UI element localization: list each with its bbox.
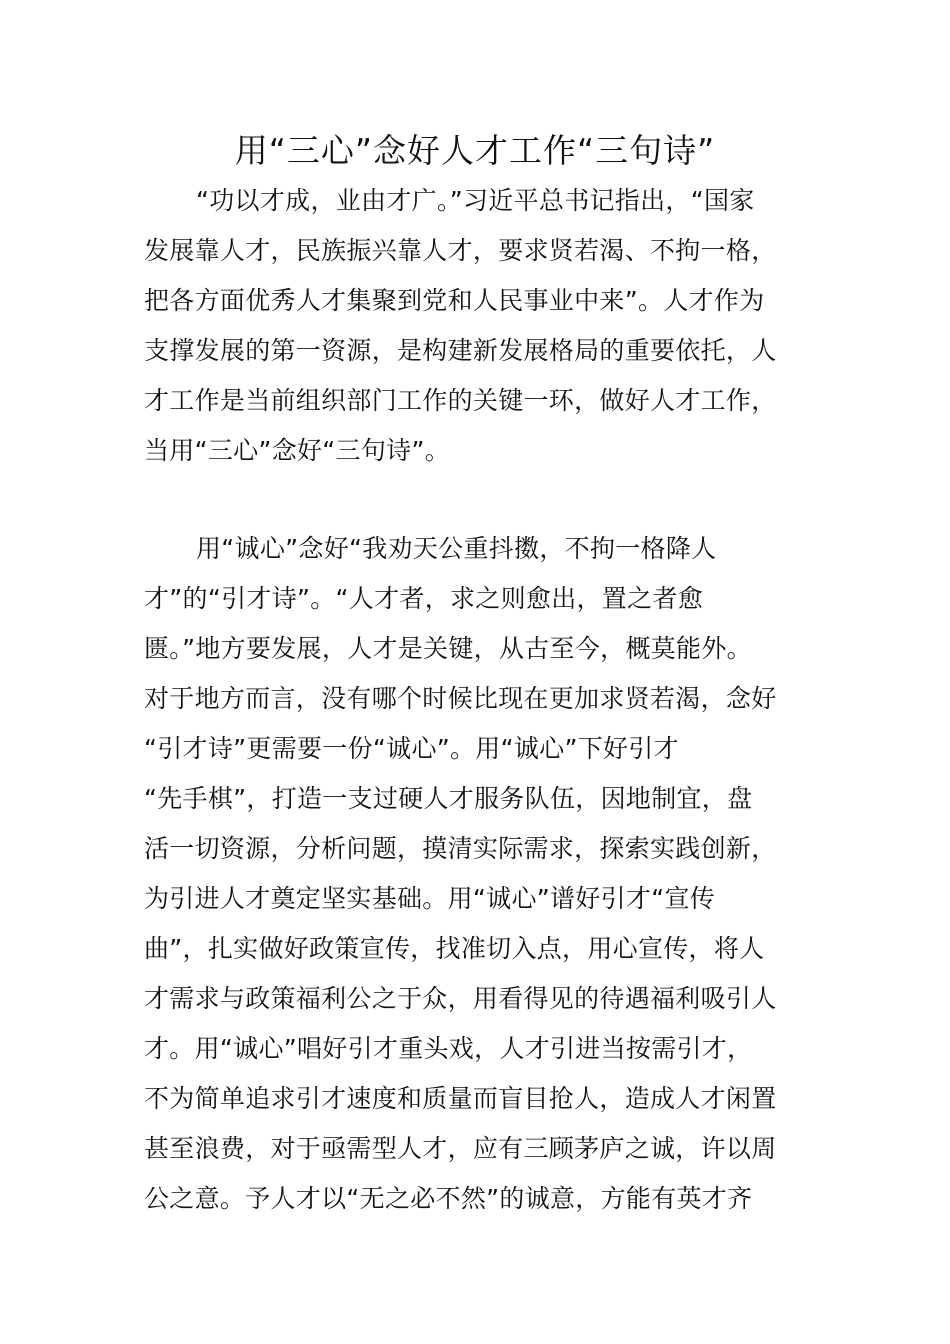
paragraph-line: 匮。”地方要发展，人才是关键，从古至今，概莫能外。 [144,634,752,663]
paragraph-line: 曲”，扎实做好政策宣传，找准切入点，用心宣传，将人 [144,934,765,963]
paragraph-sincerity [144,524,809,1224]
paragraph-line: 才”的“引才诗”。“人才者，求之则愈出，置之者愈 [144,584,704,613]
paragraph-line: 甚至浪费，对于亟需型人才，应有三顾茅庐之诚，许以周 [144,1134,777,1163]
paragraph-line: 才需求与政策福利公之于众，用看得见的待遇福利吸引人 [144,984,777,1013]
paragraph-line: 才工作是当前组织部门工作的关键一环，做好人才工作， [144,386,777,415]
paragraph-line: 公之意。予人才以“无之必不然”的诚意，方能有英才齐 [144,1184,753,1213]
paragraph-line: 不为简单追求引才速度和质量而盲目抢人，造成人才闲置 [144,1084,777,1113]
paragraph-line: 才。用“诚心”唱好引才重头戏，人才引进当按需引才， [144,1034,753,1063]
paragraph-line: 为引进人才奠定坚实基础。用“诚心”谱好引才“宣传 [144,884,716,913]
paragraph-line: 发展靠人才，民族振兴靠人才，要求贤若渴、不拘一格， [144,236,777,265]
paragraph-intro [144,176,809,476]
paragraph-line: 活一切资源，分析问题，摸清实际需求，探索实践创新， [144,834,777,863]
paragraph-line: “先手棋”，打造一支过硬人才服务队伍，因地制宜，盘 [144,784,753,813]
paragraph-line: 用“诚心”念好“我劝天公重抖擞，不拘一格降人 [196,534,717,563]
paragraph-line: “功以才成，业由才广。”习近平总书记指出，“国家 [196,186,755,215]
paragraph-line: 当用“三心”念好“三句诗”。 [144,436,451,465]
paragraph-line: 支撑发展的第一资源，是构建新发展格局的重要依托，人 [144,336,777,365]
paragraph-line: “引才诗”更需要一份“诚心”。用“诚心”下好引才 [144,734,679,763]
paragraph-line: 把各方面优秀人才集聚到党和人民事业中来”。人才作为 [144,286,765,315]
paragraph-line: 对于地方而言，没有哪个时候比现在更加求贤若渴，念好 [144,684,777,713]
document-title: 用“三心”念好人才工作“三句诗” [234,131,716,170]
